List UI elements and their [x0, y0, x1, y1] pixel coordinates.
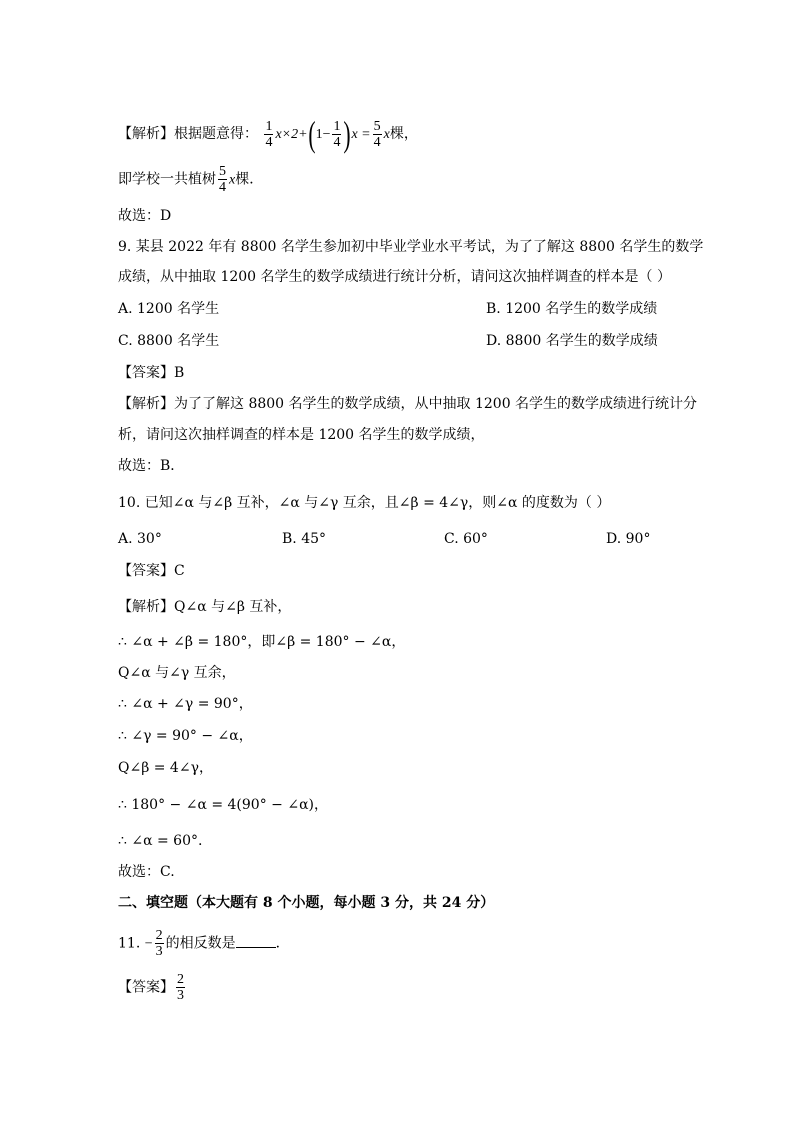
q10-stem: 10. 已知∠α 与∠β 互补，∠α 与∠γ 互余，且∠β = 4∠γ，则∠α 的度数为（ ） — [118, 495, 611, 511]
q10-solution-step-4: ∴ ∠α + ∠γ = 90°， — [118, 696, 253, 712]
question-text: 的相反数是 — [165, 935, 236, 952]
q9-stem-line-2: 成绩，从中抽取 1200 名学生的数学成绩进行统计分析，请问这次抽样调查的样本是（ ） — [118, 269, 671, 285]
q9-choice: 故选：B． — [118, 458, 185, 474]
q9-solution-line-1: 【解析】为了了解这 8800 名学生的数学成绩，从中抽取 1200 名学生的数学成绩进行统计分 — [118, 396, 698, 412]
unit-text: 棵． — [235, 171, 264, 188]
solution-intro: 根据题意得： — [174, 126, 258, 142]
fraction-5-4-b: $\frac{5}{4}$ — [219, 164, 226, 195]
q10-option-c: C. 60° — [444, 531, 488, 547]
q9-option-b: B. 1200 名学生的数学成绩 — [486, 301, 658, 317]
q8-solution-line — [118, 116, 418, 152]
question-end: ． — [275, 935, 290, 952]
q10-option-b: B. 45° — [282, 531, 327, 547]
q10-option-a: A. 30° — [118, 531, 162, 547]
fraction-2-3: $\frac{2}{3}$ — [155, 928, 163, 959]
fraction-5-4: $\frac{5}{4}$ — [373, 118, 381, 150]
q9-solution-line-2: 析，请问这次抽样调查的样本是 1200 名学生的数学成绩， — [118, 427, 485, 443]
q10-answer: 【答案】C — [118, 563, 185, 579]
q8-answer: 故选：D — [118, 208, 172, 224]
math-term: x×2+ — [275, 127, 308, 142]
right-paren: ) — [343, 114, 352, 154]
negative-sign: − — [144, 936, 153, 952]
q9-stem-line-1: 9. 某县 2022 年有 8800 名学生参加初中毕业学业水平考试，为了了解这 8800 名学生的数学 — [118, 239, 704, 255]
left-paren: ( — [307, 114, 316, 154]
unit-text: 棵， — [389, 126, 418, 142]
answer-fraction: $\frac{2}{3}$ — [177, 972, 184, 1003]
fraction-1-4: $\frac{1}{4}$ — [265, 118, 273, 150]
question-number: 11. — [118, 935, 141, 952]
q10-choice: 故选：C. — [118, 864, 175, 880]
q9-option-d: D. 8800 名学生的数学成绩 — [486, 333, 658, 349]
q11-stem — [118, 928, 290, 959]
q10-solution-step-5: ∴ ∠γ = 90° − ∠α， — [118, 728, 253, 744]
q10-solution-step-7: ∴ 180° − ∠α = 4(90° − ∠α)， — [118, 797, 328, 813]
q10-solution-step-1: 【解析】Q∠α 与∠β 互补， — [118, 599, 292, 615]
q10-solution-step-2: ∴ ∠α + ∠β = 180°，即∠β = 180° − ∠α， — [118, 634, 406, 650]
q10-solution-step-6: Q∠β = 4∠γ， — [118, 760, 213, 776]
solution-label: 【解析】 — [118, 126, 174, 142]
math-x: x — [383, 127, 390, 142]
q8-conclusion-line — [118, 164, 263, 195]
q9-answer: 【答案】B — [118, 365, 185, 381]
math-x: x — [229, 172, 236, 188]
section-heading: 二、填空题（本大题有 8 个小题，每小题 3 分，共 24 分） — [118, 895, 495, 911]
conclusion-text: 即学校一共植树 — [118, 171, 216, 188]
fraction-1-4-inner: $\frac{1}{4}$ — [333, 118, 341, 150]
q9-option-a: A. 1200 名学生 — [118, 301, 220, 317]
math-equals: x = — [351, 127, 371, 142]
math-one-minus: 1− — [315, 127, 331, 142]
q10-option-d: D. 90° — [606, 531, 651, 547]
q10-solution-step-8: ∴ ∠α = 60°. — [118, 833, 203, 849]
q10-solution-step-3: Q∠α 与∠γ 互余， — [118, 665, 236, 681]
answer-label: 【答案】 — [118, 979, 174, 996]
q11-answer — [118, 972, 187, 1003]
answer-blank — [236, 933, 276, 948]
q9-option-c: C. 8800 名学生 — [118, 333, 220, 349]
